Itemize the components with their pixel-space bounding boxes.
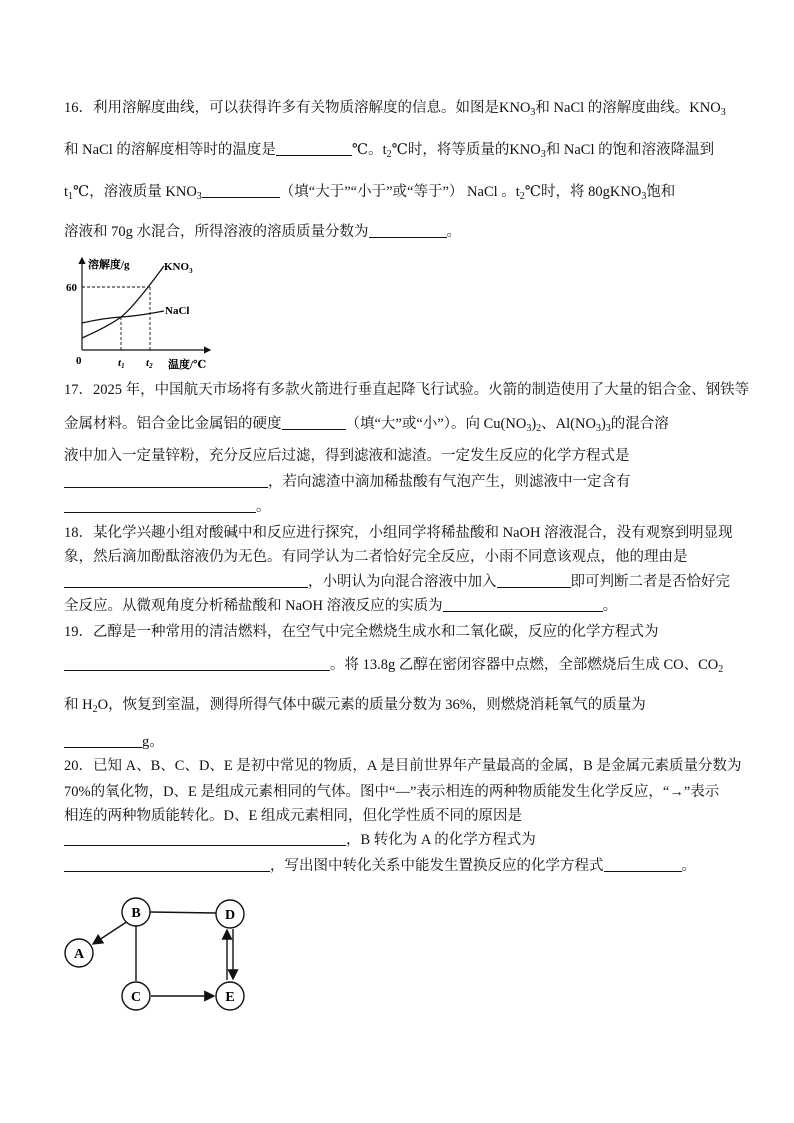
q16-line-3: $t_1℃$，溶液质量 $KNO_3$ （填“大于”“小于”或“等于”） NaCl 。$t_2℃$时，将 80gKNO$_3$饱和 <box>64 184 676 202</box>
origin-label: 0 <box>76 355 82 367</box>
answer-blank[interactable] <box>369 222 447 238</box>
nacl-curve <box>82 311 164 323</box>
q16-line-1: 16．利用溶解度曲线，可以获得许多有关物质溶解度的信息。如图是$KNO_3$和 NaCl 的溶解度曲线。$KNO_3$ <box>64 100 726 118</box>
q17-line-4: ，若向滤渣中滴加稀盐酸有气泡产生，则滤液中一定含有 <box>64 472 631 492</box>
svg-text:A: A <box>73 947 85 962</box>
q17-line-1: 17．2025 年，中国航天市场将有多款火箭进行垂直起降飞行试验。火箭的制造使用了大量的铝合金、钢铁等 <box>64 382 750 398</box>
q19-line-1: 19．乙醇是一种常用的清洁燃料，在空气中完全燃烧生成水和二氧化碳，反应的化学方程式为 <box>64 624 659 640</box>
q20-line-5: ，写出图中转化关系中能发生置换反应的化学方程式 。 <box>64 856 696 876</box>
edge-b-d <box>150 912 216 913</box>
q18-line-1: 18．某化学兴趣小组对酸碱中和反应进行探究，小组同学将稀盐酸和 NaOH 溶液混合，没有观察到明显现 <box>64 525 733 541</box>
answer-blank[interactable] <box>282 414 346 430</box>
y-tick-60: 60 <box>66 282 77 294</box>
nacl-label: NaCl <box>165 305 190 317</box>
q19-line-4: g。 <box>64 732 164 752</box>
t2-tick: t2 <box>146 357 153 370</box>
q20-line-2: 70%的氧化物，D、E 是组成元素相同的气体。图中“—”表示相连的两种物质能发生化学反应，“→”表示 <box>64 784 720 800</box>
node-a <box>65 939 93 967</box>
svg-text:E: E <box>225 990 235 1005</box>
answer-blank[interactable] <box>497 572 571 588</box>
answer-blank[interactable] <box>64 856 270 872</box>
answer-blank[interactable] <box>604 856 682 872</box>
answer-blank[interactable] <box>276 140 352 156</box>
q20-line-1: 20．已知 A、B、C、D、E 是初中常见的物质，A 是目前世界年产量最高的金属，B 是金属元素质量分数为 <box>64 758 742 774</box>
node-c <box>122 982 150 1010</box>
kno3-curve <box>82 266 164 338</box>
svg-text:B: B <box>131 906 141 921</box>
q18-line-2: 象，然后滴加酚酞溶液仍为无色。有同学认为二者恰好完全反应，小雨不同意该观点，他的理由是 <box>64 549 688 565</box>
q17-line-2: 金属材料。铝合金比金属铝的硬度 （填“大”或“小”）。向 $Cu(NO_3)_2$、$Al(NO_3)_3$的混合溶 <box>64 416 669 434</box>
svg-text:D: D <box>224 908 236 923</box>
q17-line-3: 液中加入一定量锌粉，充分反应后过滤，得到滤液和滤渣。一定发生反应的化学方程式是 <box>64 448 630 464</box>
edge-b-to-a <box>93 921 128 944</box>
answer-blank[interactable] <box>202 182 280 198</box>
q20-line-3: 相连的两种物质能转化。D、E 组成元素相同，但化学性质不同的原因是 <box>64 808 522 824</box>
q19-line-2: 。将 13.8g 乙醇在密闭容器中点燃，全部燃烧后生成 CO、$CO_2$ <box>64 655 723 675</box>
answer-blank[interactable] <box>64 655 330 671</box>
y-axis-label: 溶解度/g <box>88 259 130 271</box>
answer-blank[interactable] <box>443 596 603 612</box>
q16-line-4: 溶液和 70g 水混合，所得溶液的溶质质量分数为 。 <box>64 224 461 240</box>
x-axis-label: 温度/℃ <box>168 359 207 371</box>
answer-blank[interactable] <box>64 732 142 748</box>
q18-line-3: ，小明认为向混合溶液中加入 即可判断二者是否恰好完 <box>64 572 730 592</box>
solubility-chart <box>64 254 214 374</box>
answer-blank[interactable] <box>64 830 346 846</box>
q19-line-3: 和 $H_2O$，恢复到室温，测得所得气体中碳元素的质量分数为 36%，则燃烧消耗氧气的质量为 <box>64 697 646 715</box>
answer-blank[interactable] <box>64 472 268 488</box>
q17-line-5: 。 <box>64 497 271 517</box>
q16-line-2: 和 NaCl 的溶解度相等时的温度是 ℃。$t_2℃$时，将等质量的$KNO_3$和 NaCl 的饱和溶液降温到 <box>64 142 715 160</box>
relationship-diagram <box>60 892 260 1022</box>
t1-tick: t1 <box>118 357 125 370</box>
answer-blank[interactable] <box>64 572 308 588</box>
q18-line-4: 全反应。从微观角度分析稀盐酸和 NaOH 溶液反应的实质为 。 <box>64 598 618 614</box>
svg-text:C: C <box>130 990 142 1005</box>
node-e <box>216 982 244 1010</box>
node-b <box>122 898 150 926</box>
q20-line-4: ，B 转化为 A 的化学方程式为 <box>64 830 536 850</box>
node-d <box>216 900 244 928</box>
kno3-label: $KNO_3$ <box>164 261 193 275</box>
answer-blank[interactable] <box>64 497 256 513</box>
